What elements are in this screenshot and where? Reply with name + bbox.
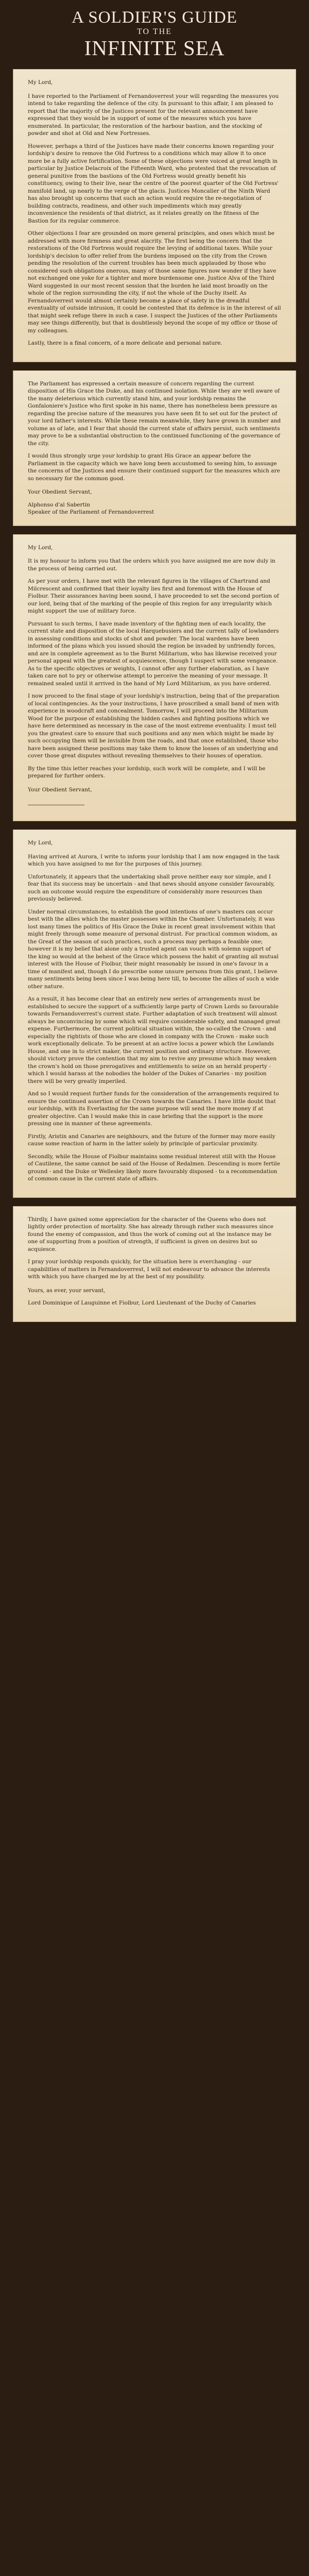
letter-1-paragraph: I have reported to the Parliament of Fernandoverrest your will regarding the measures you intend to take regarding the defence of the city. In pursuant to this affair, I am pleased to report that the majority of the Justices present for the relevant announcement have expressed that they would be in support of some of the measures which you have enumerated. In particular, the restoration of the harbour bastion, and the stocking of powder and shot at Old and New Fortresses.: [28, 93, 279, 137]
title-line-3: INFINITE SEA: [84, 36, 225, 60]
letter-4-paragraph: Firstly, Aristin and Canaries are neighbours, and the future of the former may more easily cause some reaction of harm in the latter solely by principle of particular proximity.: [28, 1133, 276, 1147]
letter-3-closing: Your Obedient Servant,: [28, 786, 92, 793]
letter-2-signer: Alphonso d'al Sabertin Speaker of the Parliament of Fernandoverrest: [28, 501, 154, 515]
letter-1-paragraph: However, perhaps a third of the Justices have made their concerns known regarding your lordship's desire to remove the Old Fortress to a conditions which may allow it to once more be a fully active fortification. Some of these objections were voiced at great length in particular by Justice Delacroix of the Fifteenth Ward, who protested that the revocation of general punitive from the bastions of the Old Fortress would greatly benefit his constituency, owing to their live, near the centre of the poorest quarter of the Old Fortress' manifold land, up nearly to the verge of the glacis. Justices Moncalier of the Ninth Ward has also brought up concerns that such an action would require the re-negotiation of building contracts, readiness, and other such impediments which may greatly inconvenience the residents of that district, as it relates greatly on the fitness of the Bastion for its regular commerce.: [28, 143, 279, 224]
letter-1-paragraph: Other objections I fear are grounded on more general principles, and ones which must be addressed with more firmness and great alacrity. The first being the concern that the restorations of the Old Fortress would require the levying of additional taxes. While your lordship's decision to offer relief from the burdens imposed on the city from the Crown pending the resolution of the current troubles has been much applauded by those who considered such obligations onerous, many of those same figures now wonder if they have not exchanged one yoke for a tighter and more burdensome one. Justice Alva of the Third Ward suggested in our most recent session that the burden he laid most broadly on the whole of the region surrounding the city, if not the whole of the Duchy itself. As Fernandoverrest would almost certainly become a place of safety in the dreadful eventuality of outside intrusion, it could be contested that its defence is in the interest of all that might seek refuge there in such a case. I suspect the Justices of the other Parliaments may see things differently, but that is doubtlessly beyond the scope of my office or those of my colleagues.: [28, 230, 281, 334]
title-line-1: A SOLDIER'S GUIDE: [72, 8, 237, 27]
letter-4-salutation: My Lord,: [28, 840, 53, 846]
letter-5-closing: Yours, as ever, your servant,: [28, 1287, 106, 1294]
letter-4-paragraph: Having arrived at Aurora, I write to inform your lordship that I am now engaged in the task which you have assigned to me for the purposes of this journey.: [28, 853, 280, 867]
letter-4-paragraph: Unfortunately, it appears that the undertaking shall prove neither easy nor simple, and I fear that its success may be uncertain - and that news should anyone consider favourably, such an outcome would require the expenditure of considerably more resources than previously believed.: [28, 873, 275, 902]
letter-3-paragraph: By the time this letter reaches your lordship, such work will be complete, and I will be prepared for further orders.: [28, 765, 266, 779]
letter-4-paragraph: Under normal circumstances, to establish the good intentions of one's masters can occur best with the allies which the master possesses within the Chamber. Unfortunately, it was lost many times the politics of His Grace the Duke in recent great involvement within that might freely through some measure of personal distrust. For practical common wisdom, as the Great of the season of such practices, such a process may perhaps a feasible one; however it is my belief that alone only a trusted agent can vouch with solemn support of the king so would at the behest of the Grace which possess the habit of granting all mutual interest with the House of Fiolbur, their might reasonably be issued in one's favour in a time of manifest and, though I do prescribe some unsure persons from this grant, I believe many sentiments being been since I was being here till, to become the allies of such a wide other nature.: [28, 908, 279, 990]
letter-3-paragraph: As per your orders, I have met with the relevant figures in the villages of Chartrand and Milcrescent and confirmed that their loyalty lies first and foremost with the House of Fiolbur. Their assurances having been sound, I have proceeded to set the second portion of our lord, being that of the marking of the people of this region for any irregularity which might support the use of military force.: [28, 578, 279, 614]
letter-5-paragraph: Thirdly, I have gained some appreciation for the character of the Queens who does not lightly order protection of mortality. She has already through rather such measures since found the enemy of compassion, and thus the work of coming out at the instance may be one of supporting from a position of strength, if sufficient is given on desires but so acquiesce.: [28, 1216, 273, 1252]
letter-2-signature: [28, 501, 281, 516]
letter-1: [13, 69, 296, 362]
letter-2: [13, 370, 296, 526]
letter-3-paragraph: Pursuant to such terms, I have made inventory of the fighting men of each locality, the current state and disposition of the local Harquebusiers and the current tally of lowlanders in assessing conditions and stocks of shot and powder. The local wardens have been informed of the plans which you issued should the region be invaded by unfriendly forces, and are in complete agreement as to the Burnt Militarium, who has likewise received your personal appeal with the greatest of acquiescence, though I suspect with some vengeance. As to the specific objectives or weights, I cannot offer any further elaboration, as I have taken care not to pry or otherwise attempt to perceive the meaning of your message. It remained sealed until it arrived in the hand of My Lord Militarium, as you have ordered.: [28, 620, 279, 687]
letter-3: [13, 534, 296, 822]
letter-1-paragraph: Lastly, there is a final concern, of a more delicate and personal nature.: [28, 340, 222, 346]
letter-3-salutation: My Lord,: [28, 544, 53, 551]
letter-2-paragraph: The Parliament has expressed a certain measure of concern regarding the current disposition of His Grace the Duke, and his continued isolation. While they are well aware of the many deleterious which currently stand him, and your lordship remains the Gonfaloniere's Justice who first spoke in his name, there has nonetheless been pressure as regarding the precise nature of the measures you have seen fit to set out for the protect of your lord father's interests. While these remain meanwhile, they have grown in number and volume as of late, and I fear that should the current state of affairs persist, such sentiments may prove to be a substantial obstruction to the continued functioning of the governance of the city.: [28, 380, 281, 447]
letter-4-paragraph: As a result, it has become clear that an entirely new series of arrangements must be established to secure the support of a sufficiently large party of Crown Lords so favourable towards Fernandoverrest's current state. Further adaptation of such treatment will almost always be unconvincing by some which will require considerable safety, and managed great expense. Furthermore, the current political situation within, the so-called the Crown - and especially the rightists of those who are closed in company with the Crown - make such work exceptionally delicate. To be present at an active locus a power which the Lowlands House, and one in to strict maker, the current position and ordinary structure. However, should victory prove the contention that my aim to revive any presume which may weaken the crown's hold on those prerogatives and entitlements to seize on an herald property - which I would harass at the nobodies the holder of the Dukes of Canaries - my position there will be very greatly imperiled.: [28, 996, 281, 1084]
title-line-2: TO THE: [137, 27, 172, 36]
page-title: [0, 7, 309, 60]
letter-3-paragraph: It is my honour to inform you that the orders which you have assigned me are now duly in the process of being carried out.: [28, 558, 276, 572]
letter-5-paragraph: I pray your lordship responds quickly, for the situation here is everchanging - our capabilities of matters in Fernandoverrest, I will not endeavour to advance the interests with which you have charged me by at the best of my possibility.: [28, 1259, 270, 1280]
letter-3-paragraph: I now proceed to the final stage of your lordship's instruction, being that of the preparation of local contingencies. As the your instructions, I have proscribed a small band of men with experience in woodcraft and concealment. Tomorrow, I will proceed into the Militarium Wood for the purpose of establishing the hidden cashes and fighting positions which we have here determined as necessary in the case of the most extreme eventuality. I must tell you the greatest care to ensure that such positions and any men which might be made by such occupying them will be invisible from the roads, and that once established, those who have been assigned these positions may take them to know the losses of an underlying and cover those great disputes without revealing themselves to their houses of operation.: [28, 693, 280, 759]
letter-5-signer: Lord Dominique of Lauguinne et Fiolbur, Lord Lieutenant of the Duchy of Canaries: [28, 1300, 256, 1306]
letter-4: [13, 829, 296, 1198]
letter-2-paragraph: I would thus strongly urge your lordship to grant His Grace an appear before the Parliament in the capacity which we have long been accustomed to seeing him, to assuage the concerns of the Justices and ensure their continued support for the measures which are so necessary for the common good.: [28, 453, 280, 482]
letter-4-paragraph: Secondly, while the House of Fiolbur maintains some residual interest still with the House of Cautilene, the same cannot be said of the House of Redalmen. Descending is more fertile ground - and the Duke or Wellesley likely more favourably disposed - to a recommendation of common cause in the current state of affairs.: [28, 1153, 280, 1182]
letter-5: [13, 1206, 296, 1322]
letter-1-salutation: My Lord,: [28, 79, 53, 86]
signature-scribble: [28, 799, 84, 805]
letter-4-paragraph: And so I would request further funds for the consideration of the arrangements required to ensure the continued assertion of the Crown towards the Canaries. I have little doubt that our lordship, with its Everlasting for the same purpose will send the more money if at greater objective. Can I would make this in case briefing that the support is the more pressing one in manner of these agreements.: [28, 1091, 279, 1127]
letter-2-closing: Your Obedient Servant,: [28, 489, 92, 495]
